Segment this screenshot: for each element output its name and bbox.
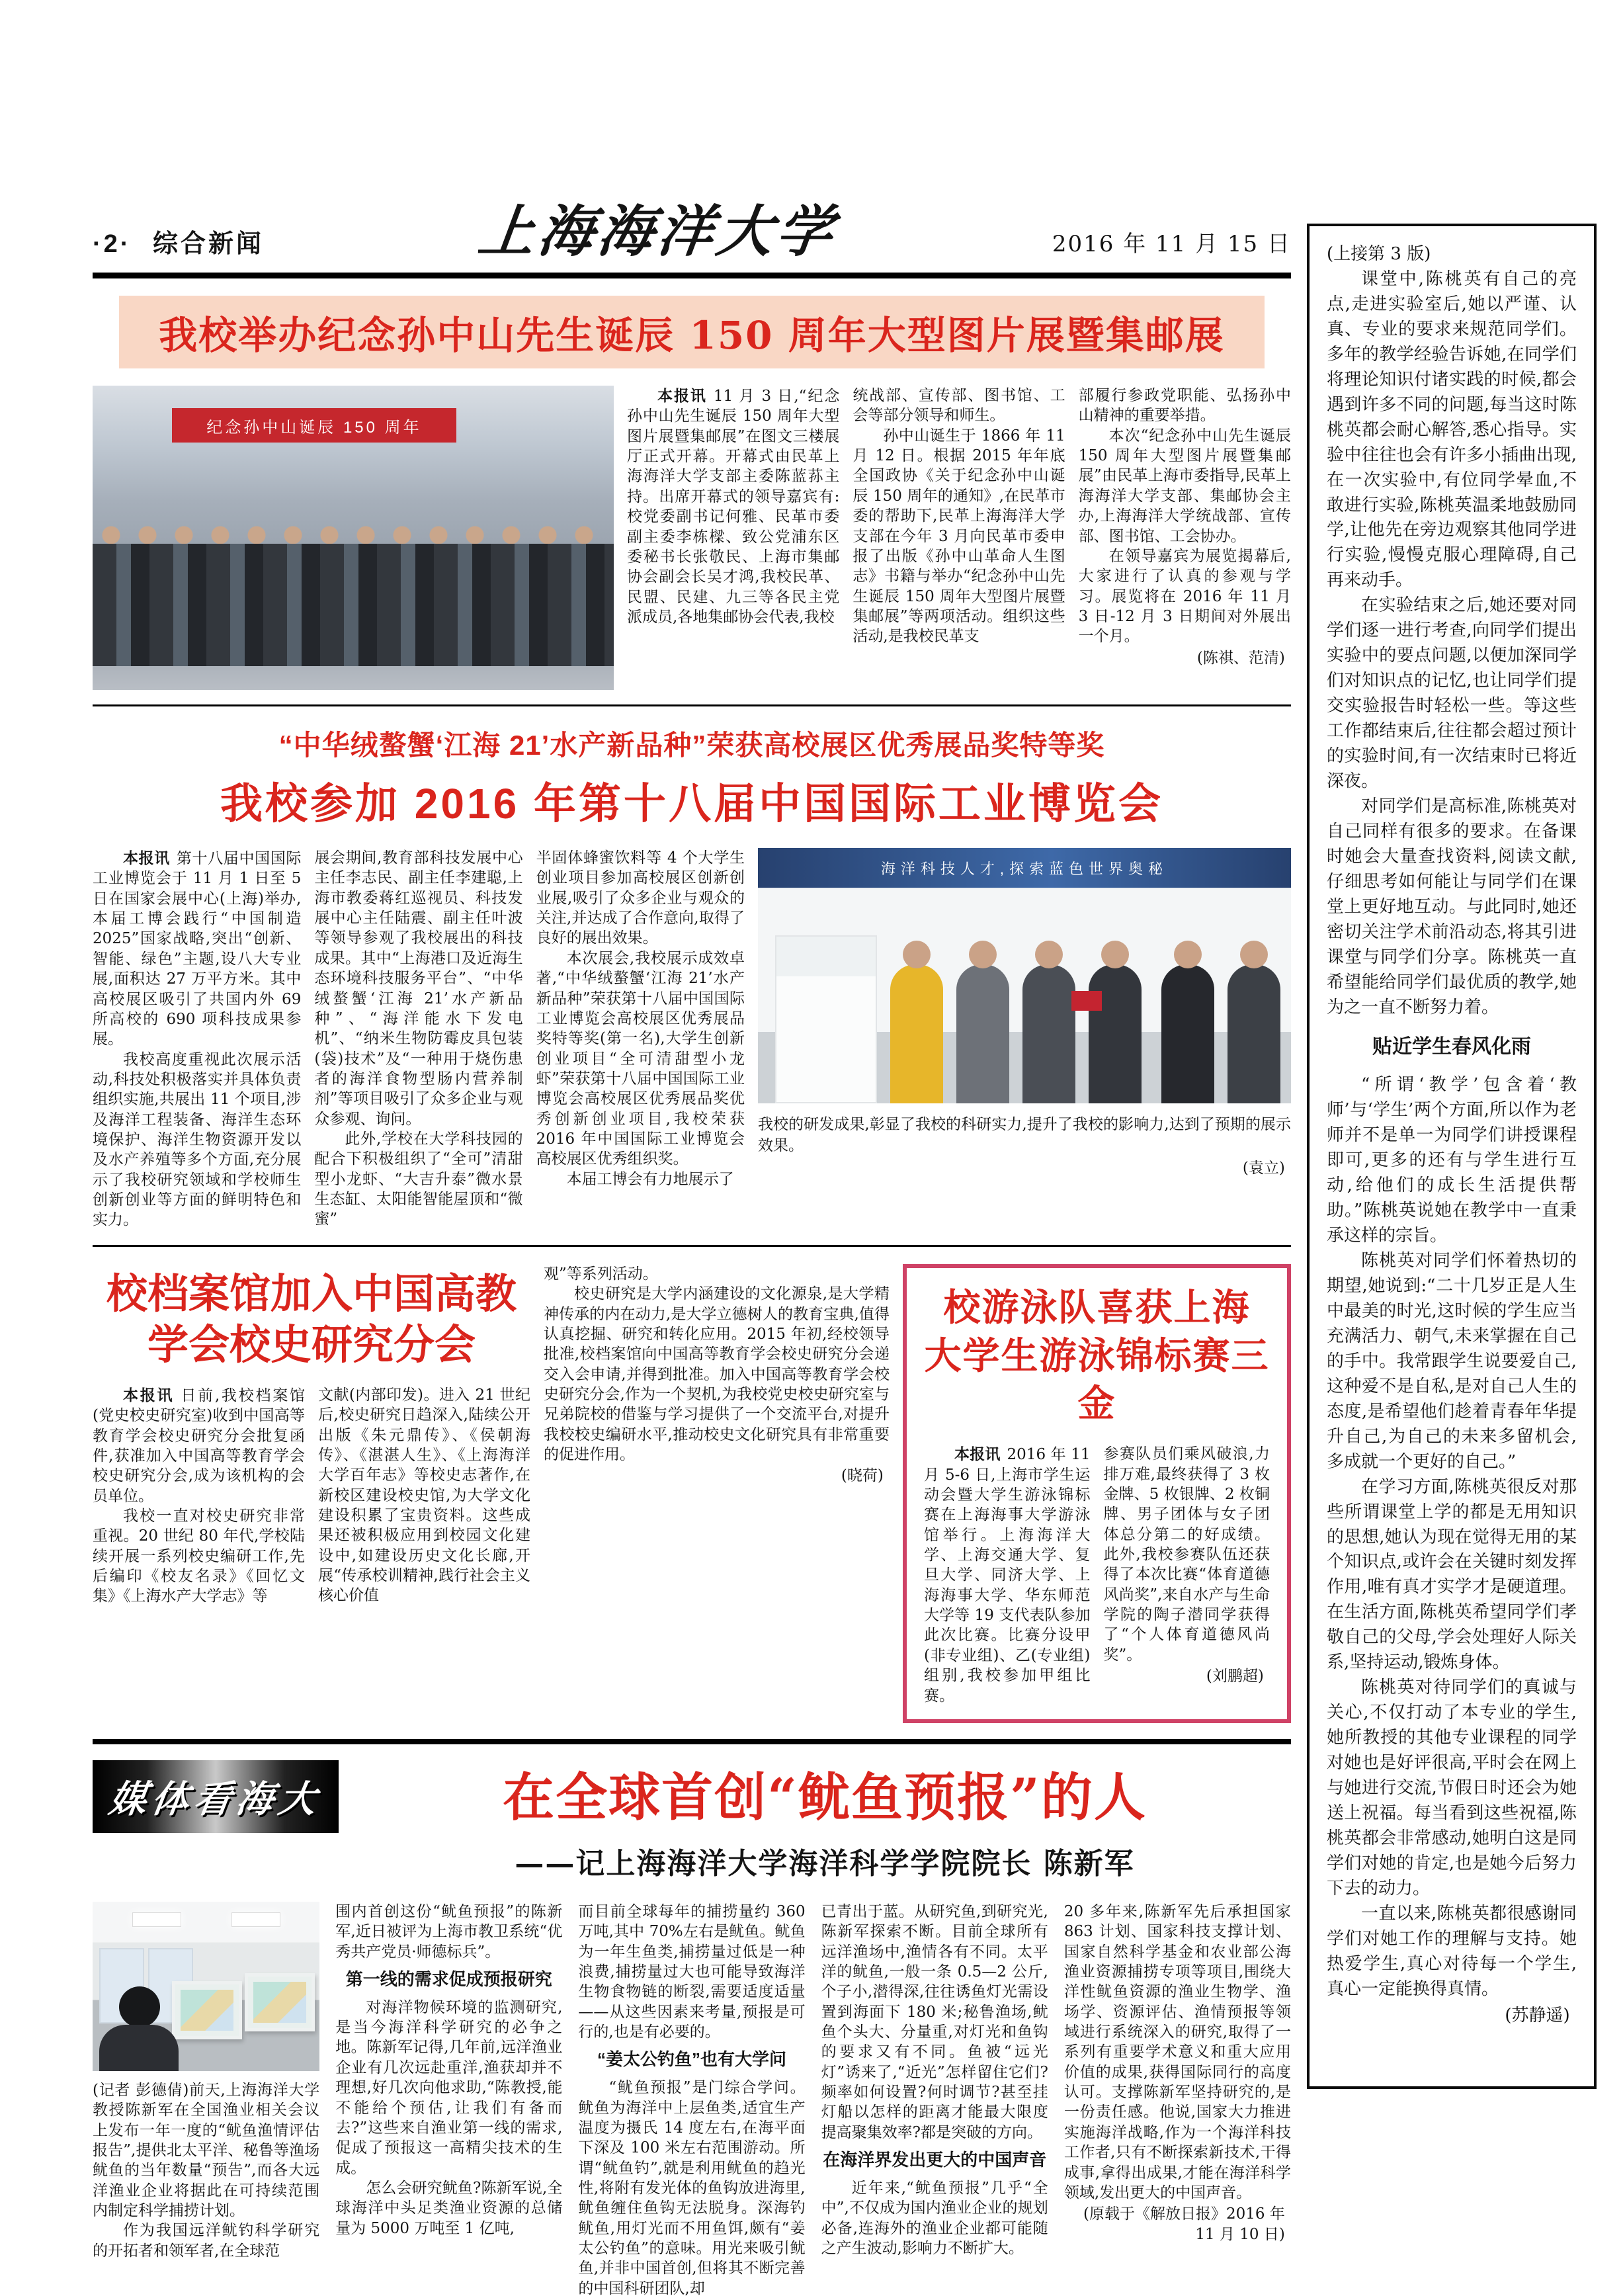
person: [1022, 964, 1075, 1103]
page-number: ·2·: [93, 230, 132, 258]
paragraph: 展会期间,教育部科技发展中心主任李志民、副主任李建聪,上海市教委蒋红巡视员、科技发展中心主任陆震、副主任叶波等领导参观了我校展出的科技成果。其中“上海港口及近海生态环境科技服务平台”、“中华绒螯蟹‘江海 21’水产新品种”、“海洋能水下发电机”、“纳米生物防霉皮具包装(袋)技术”及“一种用于烧伤患者的海洋食物型肠内营养制剂”等项目吸引了众多企业与观众参观、询问。: [314, 849, 523, 1128]
photo-chen-xinjun-office: [93, 1902, 319, 2071]
article2-column-1: [93, 848, 301, 1230]
paragraph: 我校一直对校史研究非常重视。20 世纪 80 年代,学校陆续开展一系列校史编研工作,先后编印《校友名录》《回忆文集》《上海水产大学志》等: [93, 1507, 305, 1605]
article1-column-1: [627, 386, 839, 690]
article4-byline: (刘鹏超): [1206, 1668, 1264, 1685]
paragraph: 在实验结束之后,她还要对同学们逐一进行考查,向同学们提出实验中的要点问题,以便加深同学们对知识点的记忆,也让同学们提交实验报告时轻松一些。等这些工作都结束后,往往都会超过预计的实验时间,有一次结束时已将近深夜。: [1327, 595, 1577, 792]
paragraph: 第十八届中国国际工业博览会于 11 月 1 日至 5 日在国家会展中心(上海)举办,本届工博会践行“中国制造 2025”国家战略,突出“创新、智能、绿色”主题,设八大专业展,面积达 27 万平方米。其中高校展区吸引了共国内外 69 所高校的 690 项科技成果参展。: [93, 850, 302, 1048]
paragraph: “鱿鱼预报”是门综合学问。鱿鱼为海洋中上层鱼类,适宜生产温度为摄氏 14 度左右,在海平面下深及 100 米左右范围游动。所谓“鱿鱼钓”,就是利用鱿鱼的趋光性,将附有发光体的鱼钩放进海里,鱿鱼缠住鱼钩无法脱身。深海钓鱿鱼,用灯光而不用鱼饵,颇有“姜太公钓鱼”的意味。用光来吸引鱿鱼,并非中国首创,但将其不断完善的中国科研团队,却: [578, 2079, 806, 2296]
paragraph: 课堂中,陈桃英有自己的亮点,走进实验室后,她以严谨、认真、专业的要求来规范同学们。多年的教学经验告诉她,在同学们将理论知识付诸实践的时候,都会遇到许多不同的问题,每当这时陈桃英都会耐心解答,悉心指导。实验中往往也会有许多小插曲出现,在一次实验中,有位同学晕血,不敢进行实验,陈桃英温柔地鼓励同学,让他先在旁边观察其他同学进行实验,慢慢克服心理障碍,自己再来动手。: [1327, 269, 1577, 591]
screen-graphic: [253, 1982, 306, 2023]
media-on-shou-logo: [93, 1760, 339, 1833]
section-divider: [93, 704, 1291, 710]
article1-headline-banner: [119, 296, 1265, 368]
paragraph: 2016 年 11 月 5-6 日,上海市学生运动会暨大学生游泳锦标赛在上海海事大学游泳馆举行。上海海洋大学、上海交通大学、复旦大学、同济大学、上海海事大学、华东师范大学等 19 支代表队参加此次比赛。比赛分设甲(非专业组)、乙(专业组)组别,我校参加甲组比赛。: [924, 1446, 1091, 1705]
person-body-graphic: [99, 2025, 179, 2071]
paragraph: 本次“纪念孙中山先生诞辰 150 周年大型图片展暨集邮展”由民革上海市委指导,民革上海海洋大学支部、集邮协会主办,上海海洋大学统战部、宣传部、图书馆、工会协办。: [1078, 427, 1291, 545]
paragraph: 在领导嘉宾为展览揭幕后,大家进行了认真的参观与学习。展览将在 2016 年 11 月 3 日-12 月 3 日期间对外展出一个月。: [1078, 547, 1291, 646]
display-case-graphic: [775, 935, 877, 1103]
continued-from-label: (上接第 3 版): [1327, 244, 1431, 264]
section-title: 综合新闻: [153, 230, 265, 258]
masthead: 上海海洋大学: [475, 198, 841, 264]
paragraph: 对同学们是高标准,陈桃英对自己同样有很多的要求。在备课时她会大量查找资料,阅读文献,仔细思考如何能让与同学们在课堂上更好地互动。与此同时,她还密切关注学术前沿动态,将其引进课堂与同学们分享。陈桃英一直希望能给同学们最优质的教学,她为之一直不断努力着。: [1327, 796, 1577, 1017]
page-header: [93, 191, 1291, 269]
ceiling-light-graphic: [231, 1912, 280, 1927]
article5-column-4: [821, 1902, 1048, 2296]
paragraph: 参赛队员们乘风破浪,力排万难,最终获得了 3 枚金牌、5 枚银牌、2 枚铜牌、男子团体与女子团体总分第二的好成绩。此外,我校参赛队伍还获得了本次比赛“体育道德风尚奖”,来自水产与生命学院的陶子潜同学获得了“个人体育道德风尚奖”。: [1103, 1445, 1270, 1664]
paragraph: 文献(内部印发)。进入 21 世纪后,校史研究日趋深入,陆续公开出版《朱元鼎传》、《侯朝海传》、《湛湛人生》、《上海海洋大学百年志》等校史志著作,在新校区建设校史馆,为大学文化建设积累了宝贵资料。这些成果还被积极应用到校园文化建设中,如建设历史文化长廊,开展“传承校训精神,践行社会主义核心价值: [318, 1386, 530, 1605]
paragraph: 而目前全球每年的捕捞量约 360 万吨,其中 70%左右是鱿鱼。鱿鱼为一年生鱼类,捕捞量过低是一种浪费,捕捞量过大也可能导致海洋生物食物链的断裂,需要适度适量——从这些因素来考量,预报是可行的,也是有必要的。: [578, 1902, 806, 2041]
article5-column-3: [578, 1902, 805, 2296]
headline-line-1: 校游泳队喜获上海: [943, 1286, 1251, 1328]
subhead-frontline-demand: 第一线的需求促成预报研究: [345, 1969, 552, 1989]
article-swim-team-box: [903, 1264, 1291, 1723]
person: [1161, 964, 1214, 1103]
paragraph: 怎么会研究鱿鱼?陈新军说,全球海洋中头足类渔业资源的总储量为 5000 万吨至 1 亿吨,: [335, 2180, 563, 2237]
article3-column-1: [93, 1385, 305, 1607]
article2-column-2: [314, 848, 522, 1230]
paragraph: 日前,我校档案馆(党史校史研究室)收到中国高等教育学会校史研究分会批复函件,获准加入中国高等教育学会校史研究分会,成为该机构的会员单位。: [93, 1386, 306, 1505]
article2-kicker: “中华绒螯蟹‘江海 21’水产新品种”荣获高校展区优秀展品奖特等奖: [278, 730, 1105, 761]
issue-date: 2016 年 11 月 15 日: [1052, 231, 1291, 257]
red-certificate-graphic: [1071, 991, 1102, 1011]
sidebar-subhead: 贴近学生春风化雨: [1372, 1035, 1531, 1058]
paragraph: 已青出于蓝。从研究鱼,到研究光,陈新军探索不断。目前全球所有远洋渔场中,渔情各有不同。太平洋的鱿鱼,一般一条 0.5—2 公斤,个子小,潜得深,往往诱鱼灯光需设置到海面下 180 米;秘鲁渔场,鱿鱼个头大、分量重,对灯光和鱼钩的要求又有不同。鱼被“远光灯”诱来了,“近光”怎样留住它们?频率如何设置?何时调节?甚至挂灯船以怎样的距离才能最大限度提高聚集效率?都是突破的方向。: [821, 1902, 1048, 2141]
subhead-jiang-taigong: “姜太公钓鱼”也有大学问: [597, 2049, 787, 2070]
article1-byline: (陈祺、范清): [1196, 649, 1285, 667]
person: [1228, 964, 1280, 1103]
headline-line-2: 大学生游泳锦标赛三金: [924, 1334, 1270, 1425]
article3-headline: [93, 1268, 530, 1371]
wire-label: 本报讯: [123, 1386, 175, 1404]
person: [890, 964, 943, 1103]
photo-expo-booth: [758, 848, 1291, 1103]
headline-line-2: 学会校史研究分会: [147, 1320, 476, 1369]
article1-column-2: [853, 386, 1065, 690]
booth-banner-text: 海洋科技人才,探索蓝色世界奥秘: [758, 848, 1291, 888]
bottom-section-divider: [93, 1739, 1291, 1744]
person: [956, 964, 1009, 1103]
photo-group-opening-ceremony: [93, 386, 614, 690]
paragraph: 作为我国远洋鱿钓科学研究的开拓者和领军者,在全球范: [93, 2222, 320, 2260]
article1-headline: 我校举办纪念孙中山先生诞辰 150 周年大型图片展暨集邮展: [159, 313, 1225, 358]
main-content: [93, 191, 1291, 2296]
paragraph: 一直以来,陈桃英都很感谢同学们对她工作的理解与支持。她热爱学生,真心对待每一个学生,真心一定能换得真情。: [1327, 1903, 1577, 1999]
paragraph: 11 月 3 日,“纪念孙中山先生诞辰 150 周年大型图片展暨集邮展”在图文三楼展厅正式开幕。开幕式由民革上海海洋大学支部主委陈蓝荪主持。出席开幕式的领导嘉宾有:校党委副书记何雅、民革市委副主委李栋樑、致公党浦东区委秘书长张敬民、上海市集邮协会副会长吴才鸿,我校民革、民盟、民建、九三等各民主党派成员,各地集邮协会代表,我校: [627, 388, 840, 626]
article5-column-2: [335, 1902, 562, 2296]
photo-caption: [758, 1114, 1291, 1179]
article1-body: [93, 386, 1291, 690]
paragraph: 近年来,“鱿鱼预报”几乎“全中”,不仅成为国内渔业企业的规划必备,连海外的渔业企业都可能随之产生波动,影响力不断扩大。: [821, 2180, 1048, 2258]
article-archives: [93, 1264, 530, 1723]
paragraph: 我校高度重视此次展示活动,科技处积极落实并具体负责组织实施,共展出 11 个项目,涉及海洋工程装备、海洋生态环境保护、海洋生物资源开发以及水产养殖等多个方面,充分展示了我校研究领域和学校师生创新创业等方面的鲜明特色和实力。: [93, 1050, 302, 1229]
paragraph: 陈桃英对待同学们的真诚与关心,不仅打动了本专业的学生,她所教授的其他专业课程的同学对她也是好评很高,平时会在网上与她进行交流,节假日时还会为她送上祝福。每当看到这些祝福,陈桃英都会非常感动,她明白这是同学们对她的肯定,也是她今后努力下去的动力。: [1327, 1678, 1577, 1898]
article-squid-forecast: [93, 1756, 1291, 2296]
article3-column-2: [318, 1385, 530, 1607]
sidebar-byline: (苏静遥): [1505, 2005, 1570, 2025]
article5-headline: 在全球首创“鱿鱼预报”的人: [503, 1767, 1147, 1828]
paragraph: 陈桃英对同学们怀着热切的期望,她说到:“二十几岁正是人生中最美的时光,这时候的学生应当充满活力、朝气,未来掌握在自己的手中。我常跟学生说要爱自己,这种爱不是自私,是对自己人生的态度,是希望他们趁着青春年华提升自己,为自己的未来多留机会,多成就一个更好的自己。”: [1327, 1251, 1577, 1472]
logo-text: 媒体看海大: [106, 1777, 325, 1821]
article4-column-1: [924, 1444, 1091, 1706]
paragraph: 在学习方面,陈桃英很反对那些所谓课堂上学的都是无用知识的思想,她认为现在觉得无用的某个知识点,或许会在关键时刻发挥作用,唯有真才实学才是硬道理。在生活方面,陈桃英希望同学们孝敬自己的父母,学会处理好人际关系,坚持运动,锻炼身体。: [1327, 1476, 1577, 1673]
subhead-china-voice: 在海洋界发出更大的中国声音: [823, 2150, 1047, 2170]
article2-headline: 我校参加 2016 年第十八届中国国际工业博览会: [220, 780, 1163, 828]
photo-banner-text: 纪念孙中山诞辰 150 周年: [172, 408, 456, 443]
paragraph: 本次展会,我校展示成效卓著,“中华绒螯蟹‘江海 21’水产新品种”荣获第十八届中国国际工业博览会高校展区优秀展品奖特等奖(第一名),大学生创新创业项目“全可清甜型小龙虾”荣获第十八届中国国际工业博览会高校展区优秀展品奖优秀创新创业项目,我校荣获 2016 年中国国际工业博览会高校展区优秀组织奖。: [536, 949, 745, 1168]
page-number-section: [93, 223, 264, 269]
article-sun-yat-sen-exhibition: [93, 296, 1291, 690]
paragraph: 对海洋物候环境的监测研究,是当今海洋科学研究的必争之地。陈新军记得,几年前,远洋渔业企业有几次远赴重洋,渔获却并不理想,好几次向他求助,“陈教授,能不能给个预估,让我们有备而去?”这些来自渔业第一线的需求,促成了预报这一高精尖技术的生成。: [335, 1998, 563, 2177]
paragraph: 校史研究是大学内涵建设的文化源泉,是大学精神传承的内在动力,是大学立德树人的教育宝典,值得认真挖掘、研究和转化应用。2015 年初,经校领导批准,校档案馆向中国高等教育学会校史研究分会递交入会申请,并得到批准。加入中国高等教育学会校史研究分会,作为一个契机,为我校党史校史研究室与兄弟院校的借鉴与学习提供了一个交流平台,对提升我校校史编研水平,推动校史文化研究具有非常重要的促进作用。: [544, 1285, 890, 1464]
paragraph: 此外,学校在大学科技园的配合下积极组织了“全可”清甜型小龙虾、“大吉升泰”微水景生态缸、太阳能智能屋顶和“微蜜”: [314, 1130, 523, 1228]
paragraph: 部履行参政党职能、弘扬孙中山精神的重要举措。: [1078, 387, 1291, 425]
wire-label: 本报讯: [954, 1445, 1001, 1463]
article5-source-byline: (原载于《解放日报》2016 年 11 月 10 日): [1083, 2205, 1285, 2243]
article4-body: [924, 1444, 1270, 1706]
sidebar-continued-article: [1307, 224, 1597, 2089]
crowd-graphic: [93, 544, 614, 666]
article2-column-3: [536, 848, 745, 1230]
article5-header: [93, 1756, 1291, 1882]
paragraph: (记者 彭德倩)前天,上海海洋大学教授陈新军在全国渔业相关会议上发布一年一度的“鱿鱼渔情评估报告”,提供北太平洋、秘鲁等渔场鱿鱼的当年数量“预告”,而各大远洋渔业企业将据此在可持续范围内制定科学捕捞计划。: [93, 2081, 320, 2220]
paragraph: 半固体蜂蜜饮料等 4 个大学生创业项目参加高校展区创新创业展,吸引了众多企业与观众的关注,并达成了合作意向,取得了良好的展出效果。: [536, 849, 745, 947]
paragraph: 本届工博会有力地展示了: [566, 1170, 734, 1188]
article4-headline: [924, 1284, 1270, 1428]
section-divider: [93, 1245, 1291, 1251]
article2-figure: [758, 848, 1291, 1230]
headline-line-1: 校档案馆加入中国高教: [106, 1269, 517, 1318]
article5-headlines: [358, 1756, 1291, 1882]
caption-byline: (袁立): [1242, 1160, 1285, 1177]
paragraph: 20 多年来,陈新军先后承担国家 863 计划、国家科技支撑计划、国家自然科学基金和农业部公海渔业资源捕捞专项等项目,围绕大洋性鱿鱼资源的渔业生物学、渔场学、资源评估、渔情预报等领域进行系统深入的研究,取得了一系列有重要学术意义和重大应用价值的成果,获得国际同行的高度认可。支撑陈新军坚持研究的,是一份责任感。他说,国家大力推进实施海洋战略,作为一个海洋科技工作者,只有不断探索新技术,干得成事,拿得出成果,才能在海洋科学领域,发出更大的中国声音。: [1063, 1902, 1292, 2201]
wire-label: 本报讯: [657, 387, 707, 404]
article5-column-1: [93, 1902, 319, 2296]
article3-body: [93, 1385, 530, 1607]
article5-subheadline: ——记上海海洋大学海洋科学学院院长 陈新军: [515, 1846, 1135, 1881]
wire-label: 本报讯: [123, 849, 170, 867]
paragraph: 观”等系列活动。: [544, 1265, 658, 1283]
article2-body: [93, 848, 1291, 1230]
paragraph: 统战部、宣传部、图书馆、工会等部分领导和师生。: [853, 387, 1065, 425]
article1-column-3: [1079, 386, 1291, 690]
article4-column-2: [1104, 1444, 1270, 1706]
caption-text: 我校的研发成果,彰显了我校的科研实力,提升了我校的影响力,达到了预期的展示效果。: [757, 1116, 1291, 1155]
row-three: [93, 1264, 1291, 1723]
monitor-graphic: [245, 1973, 315, 2031]
article3-byline: (晓荷): [841, 1467, 884, 1485]
article-industry-fair: [93, 724, 1291, 1230]
person: [1089, 964, 1142, 1103]
person-head-graphic: [119, 1986, 160, 2027]
monitor-graphic: [172, 1981, 242, 2039]
ceiling-light-graphic: [132, 1912, 181, 1927]
paragraph: 围内首创这份“鱿鱼预报”的陈新军,近日被评为上海市教卫系统“优秀共产党员·师德标兵”。: [335, 1902, 563, 1961]
article5-column-5: [1064, 1902, 1291, 2296]
screen-graphic: [181, 1990, 233, 2031]
paragraph: 孙中山诞生于 1866 年 11 月 12 日。根据 2015 年年底全国政协《关于纪念孙中山诞辰 150 周年的通知》,在民革市委的帮助下,民革上海海洋大学支部在今年 3 月向民革市委申报了出版《孙中山革命人生图志》书籍与举办“纪念孙中山先生诞辰 150 周年大型图片展暨集邮展”等两项活动。组织这些活动,是我校民革支: [853, 427, 1065, 646]
header-rule: [93, 273, 1291, 278]
article5-body: [93, 1902, 1291, 2296]
article3-column-3: [544, 1264, 890, 1723]
paragraph: “所谓‘教学’包含着‘教师’与‘学生’两个方面,所以作为老师并不是单一为同学们讲授课程即可,更多的还有与学生进行互动,给他们的成长生活提供帮助。”陈桃英说她在教学中一直秉承这样的宗旨。: [1327, 1075, 1577, 1246]
